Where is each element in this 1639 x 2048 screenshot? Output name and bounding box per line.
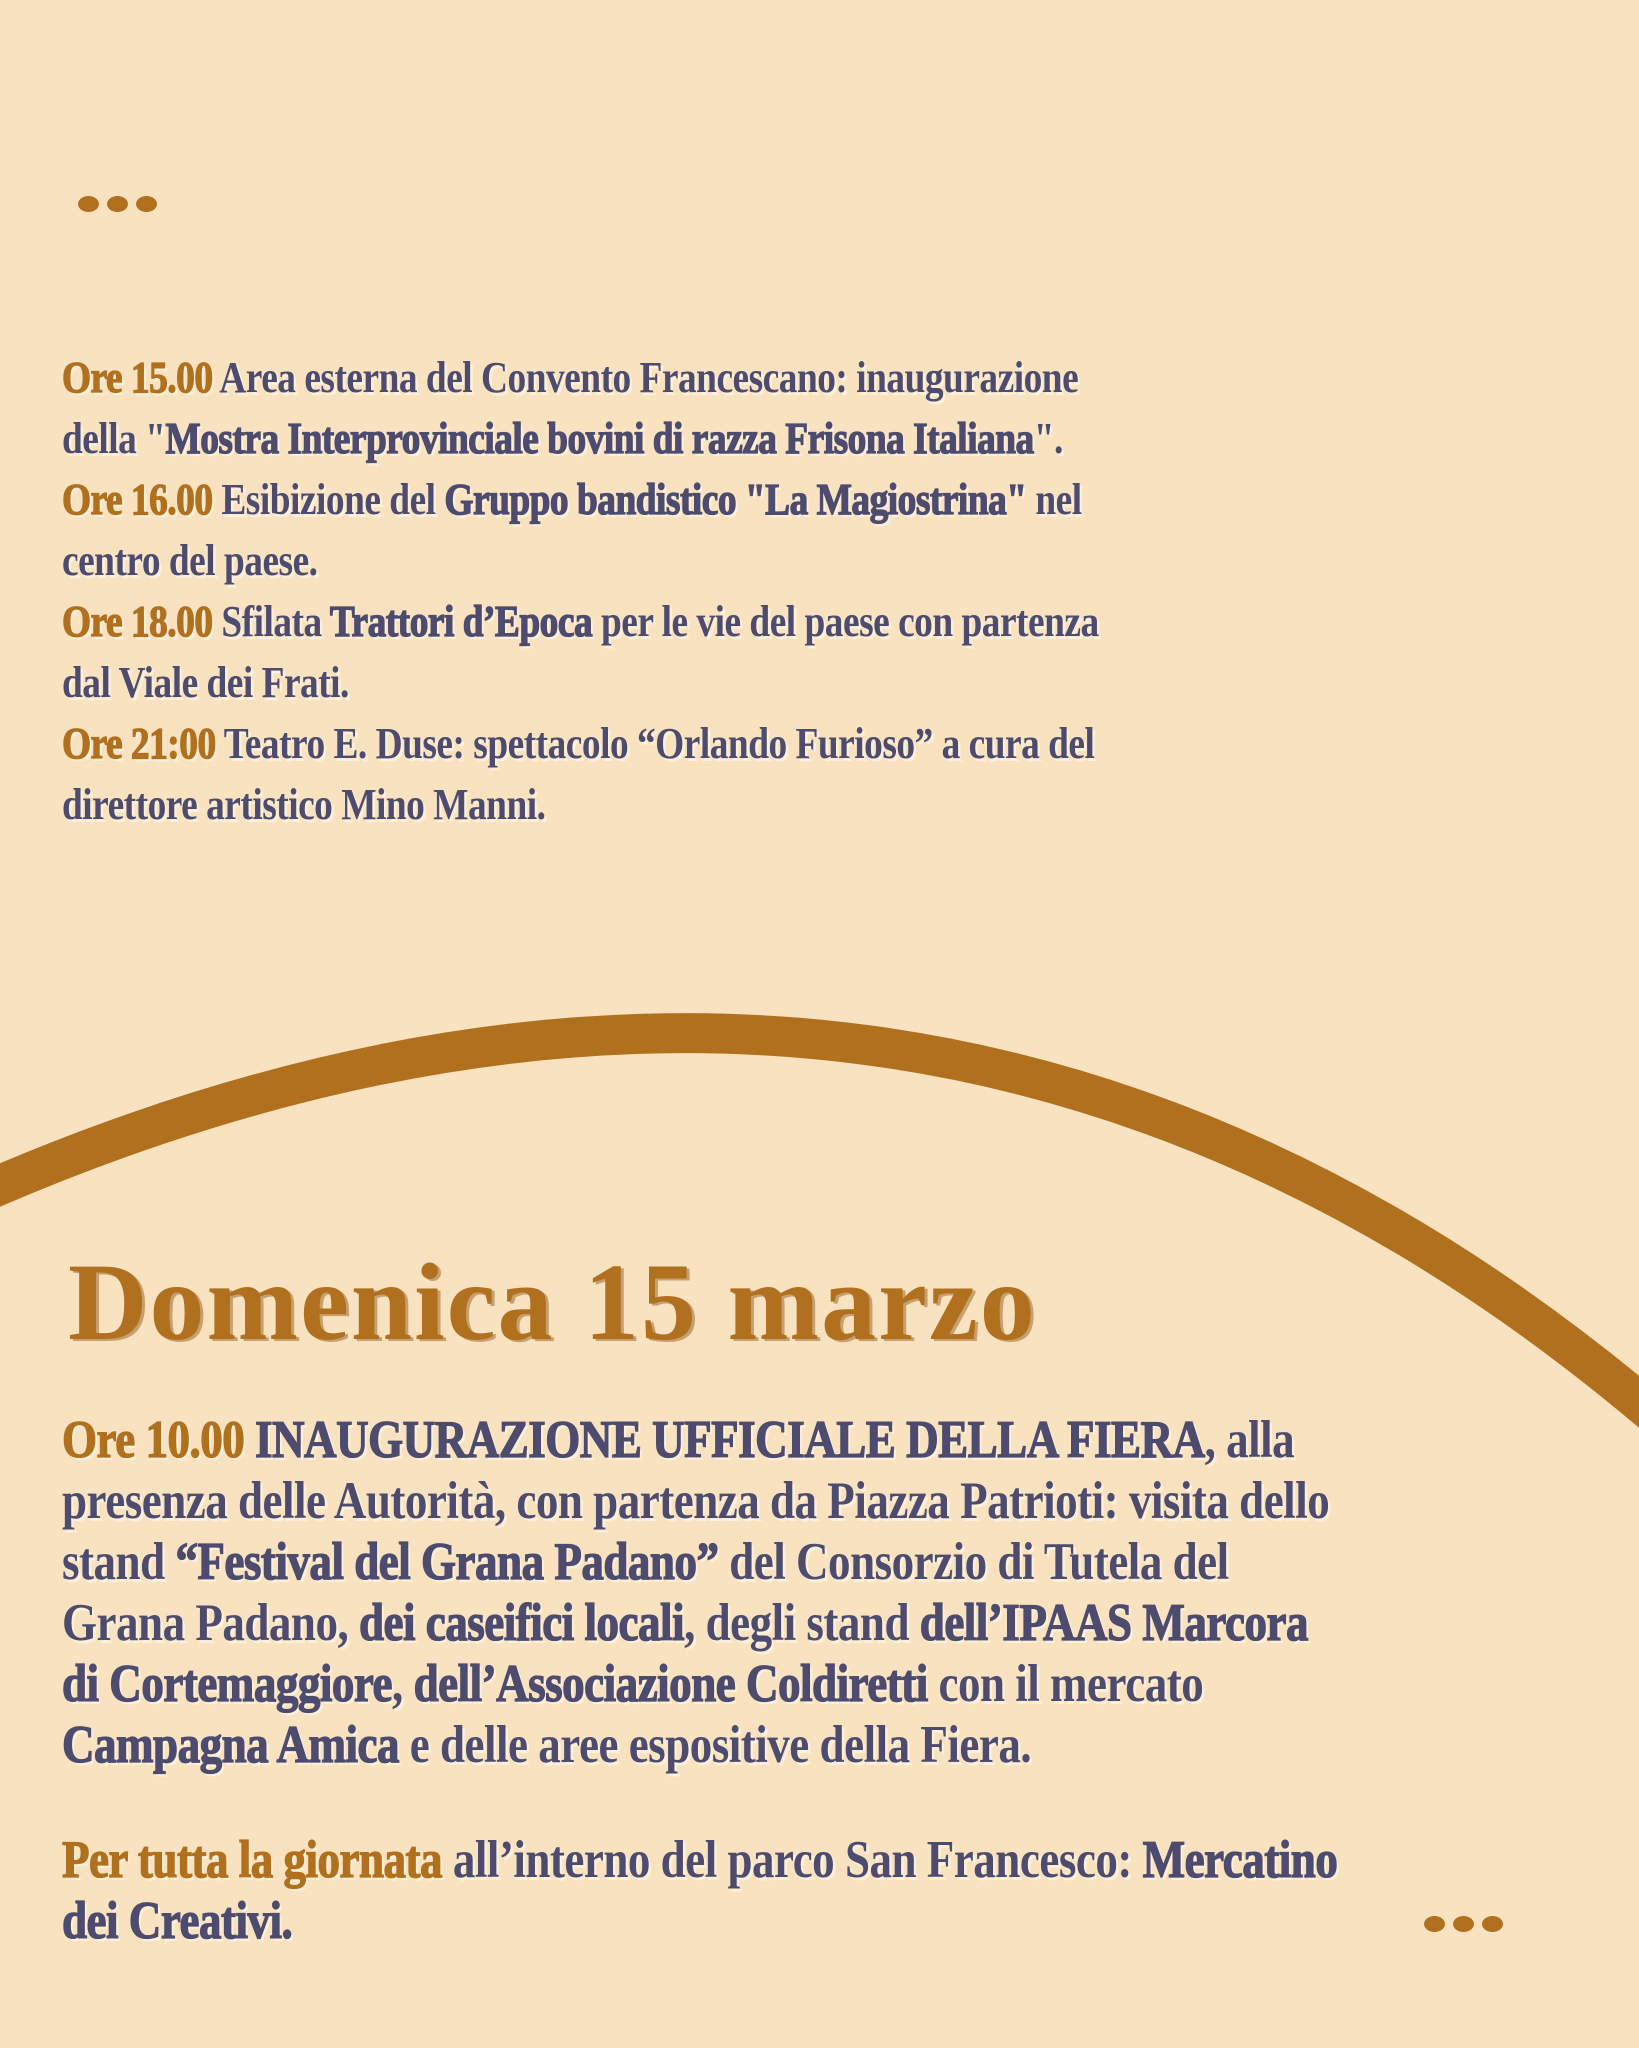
all-day-note (62, 1830, 1337, 1952)
text-segment: dal Viale dei Frati. (62, 658, 349, 707)
text-segment: nel (1026, 475, 1082, 524)
text-segment: per le vie del paese con partenza (592, 597, 1099, 646)
text-segment: e delle aree espositive della Fiera. (399, 1716, 1032, 1774)
sunday-schedule (62, 1410, 1329, 1776)
text-segment: stand (62, 1533, 176, 1591)
dot-icon (1453, 1916, 1474, 1932)
text-segment: della " (62, 414, 166, 463)
text-segment: Grana Padano, (62, 1594, 359, 1652)
text-segment: Mostra Interprovinciale bovini di razza Frisona Italiana (165, 414, 1034, 463)
text-segment: direttore artistico Mino Manni. (62, 780, 546, 829)
dot-icon (1424, 1916, 1445, 1932)
text-line (62, 713, 1099, 774)
text-segment: dell’Associazione Coldiretti (413, 1655, 928, 1713)
time-label: Ore 15.00 (62, 353, 220, 402)
text-segment: con il mercato (927, 1655, 1204, 1713)
text-segment: Mercatino (1142, 1831, 1338, 1889)
text-segment: INAUGURAZIONE UFFICIALE DELLA FIERA (255, 1411, 1205, 1469)
dot-icon (1482, 1916, 1503, 1932)
text-segment: Teatro E. Duse: spettacolo “Orlando Furioso” a cura del (223, 719, 1095, 768)
text-segment: , degli stand (684, 1594, 920, 1652)
text-line (62, 591, 1099, 652)
dot-icon (107, 196, 128, 212)
text-segment: Trattori d’Epoca (329, 597, 593, 646)
text-segment: Area esterna del Convento Francescano: inaugurazione (219, 353, 1079, 402)
text-line (62, 408, 1099, 469)
text-segment: Sfilata (221, 597, 330, 646)
text-segment: di Cortemaggiore (62, 1655, 393, 1713)
text-line (62, 774, 1099, 835)
text-line (62, 1471, 1329, 1532)
dot-icon (136, 196, 157, 212)
page-title: Domenica 15 marzo (68, 1241, 1037, 1363)
arc-path (0, 1033, 1639, 1428)
text-segment: del Consorzio di Tutela del (718, 1533, 1229, 1591)
text-segment: dell’IPAAS Marcora (919, 1594, 1309, 1652)
text-segment: ". (1033, 414, 1063, 463)
time-label: Per tutta la giornata (62, 1831, 453, 1889)
text-segment: , alla (1204, 1411, 1295, 1469)
ellipsis-decoration-top (78, 196, 157, 212)
ellipsis-decoration-bottom (1424, 1916, 1503, 1932)
text-line (62, 652, 1099, 713)
text-segment: “Festival del Grana Padano” (175, 1533, 719, 1591)
text-line (62, 1410, 1329, 1471)
text-segment: dei Creativi. (62, 1892, 293, 1950)
text-line (62, 530, 1099, 591)
text-line (62, 1891, 1337, 1952)
text-segment: presenza delle Autorità, con partenza da Piazza Patrioti: visita dello (62, 1472, 1330, 1530)
text-line (62, 469, 1099, 530)
saturday-schedule (62, 347, 1099, 835)
text-line (62, 1593, 1329, 1654)
text-line (62, 1830, 1337, 1891)
text-segment: Gruppo bandistico "La Magiostrina" (444, 475, 1027, 524)
dot-icon (78, 196, 99, 212)
text-segment: , (392, 1655, 414, 1713)
time-label: Ore 18.00 (62, 597, 222, 646)
time-label: Ore 21:00 (62, 719, 224, 768)
text-segment: Campagna Amica (62, 1716, 400, 1774)
text-line (62, 1715, 1329, 1776)
text-line (62, 347, 1099, 408)
text-segment: dei caseifici locali (358, 1594, 685, 1652)
text-segment: centro del paese. (62, 536, 318, 585)
text-line (62, 1654, 1329, 1715)
text-segment: Esibizione del (221, 475, 445, 524)
text-line (62, 1532, 1329, 1593)
text-segment: all’interno del parco San Francesco: (452, 1831, 1143, 1889)
time-label: Ore 16.00 (62, 475, 222, 524)
time-label: Ore 10.00 (62, 1411, 256, 1469)
